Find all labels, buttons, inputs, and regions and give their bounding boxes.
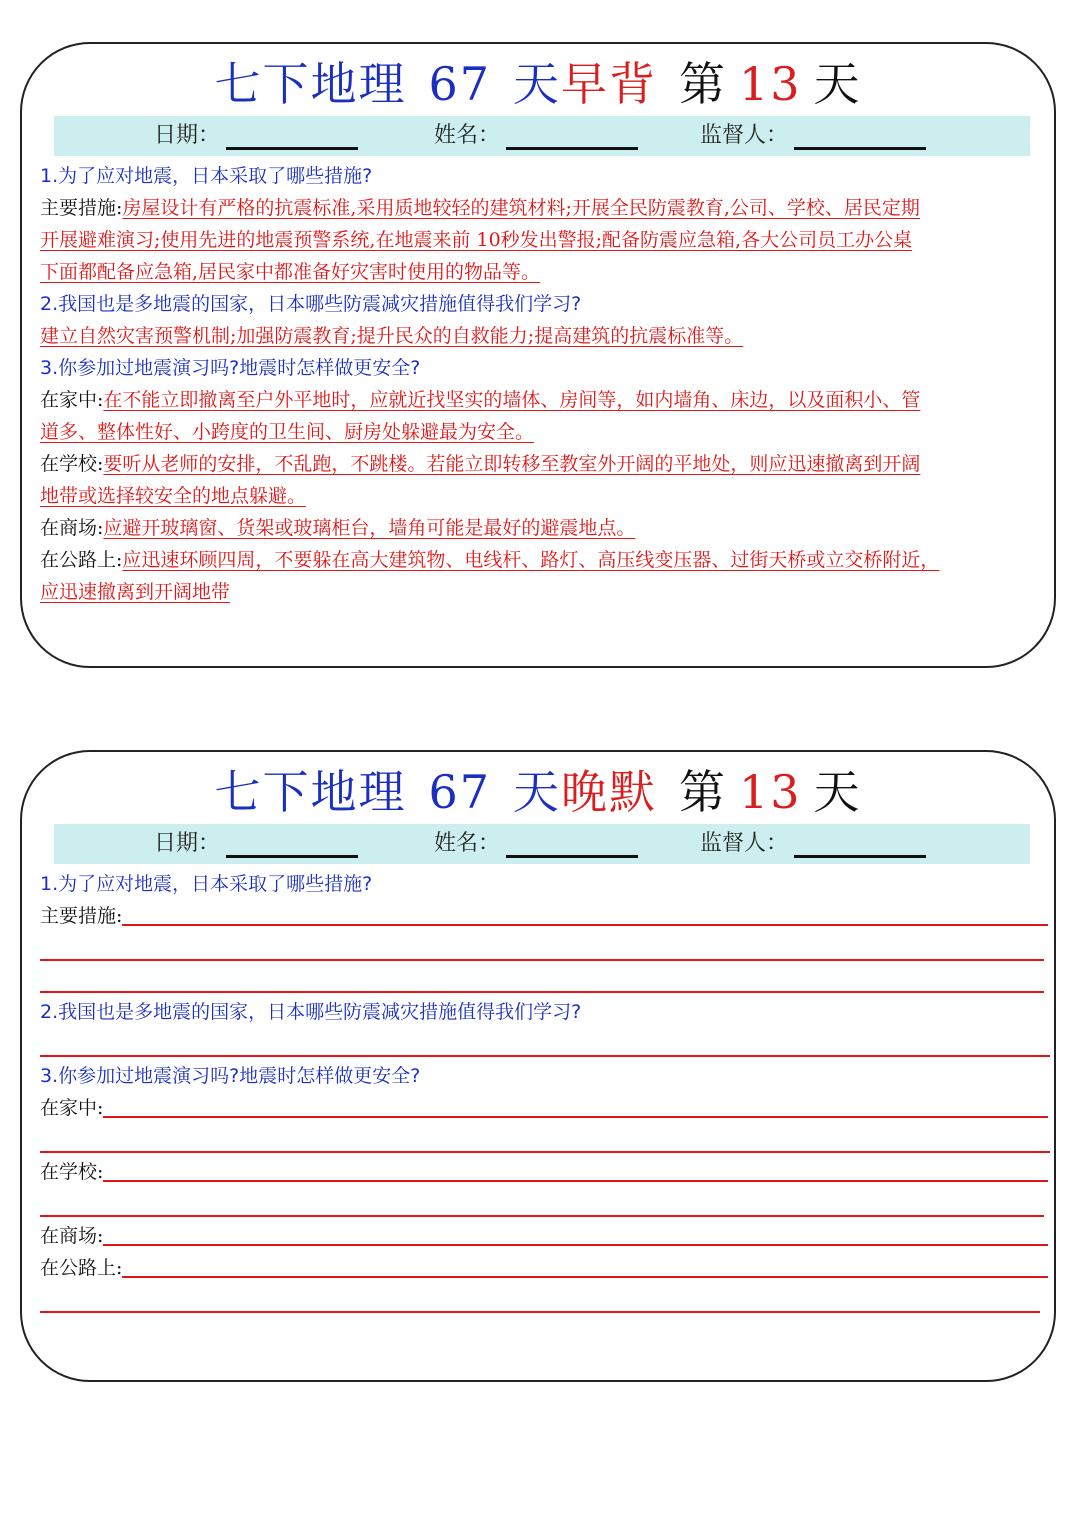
mall-label: 在商场: (40, 1225, 104, 1247)
answer-line[interactable] (122, 924, 1048, 926)
evening-card (20, 750, 1056, 1382)
q1-label: 主要措施: (40, 905, 123, 927)
title-days: 67 (428, 765, 491, 819)
name-field[interactable] (434, 824, 638, 864)
q1-answer-line: 下面都配备应急箱,居民家中都准备好灾害时使用的物品等。 (40, 261, 541, 283)
q2-answer: 建立自然灾害预警机制;加强防震教育;提升民众的自救能力;提高建筑的抗震标准等。 (40, 325, 744, 347)
school-answer-line: 要听从老师的安排，不乱跑，不跳楼。若能立即转移至教室外开阔的平地处，则应迅速撤离到开阔 (103, 453, 921, 475)
question-2: 2.我国也是多地震的国家，日本哪些防震减灾措施值得我们学习? (40, 293, 582, 315)
question-1: 1.为了应对地震，日本采取了哪些措施? (40, 873, 373, 895)
mall-label: 在商场: (40, 517, 104, 539)
q1-label: 主要措施: (40, 197, 123, 219)
school-label: 在学校: (40, 1161, 104, 1183)
supervisor-blank[interactable] (794, 121, 926, 150)
title-subject: 七下地理 (214, 57, 407, 111)
name-field[interactable] (434, 116, 638, 156)
school-answer-line: 地带或选择较安全的地点躲避。 (40, 485, 307, 507)
title-day-number: 13 (739, 765, 802, 819)
answer-line[interactable] (40, 1151, 1050, 1153)
name-label: 姓名： (434, 831, 501, 856)
morning-card (20, 42, 1056, 668)
answer-line[interactable] (103, 1180, 1048, 1182)
title-di: 第 (679, 765, 727, 819)
card-title (22, 760, 1054, 824)
mall-answer: 应避开玻璃窗、货架或玻璃柜台，墙角可能是最好的避震地点。 (103, 517, 636, 539)
answer-line[interactable] (122, 1276, 1048, 1278)
supervisor-label: 监督人： (700, 123, 789, 148)
date-blank[interactable] (226, 121, 358, 150)
title-di: 第 (679, 57, 727, 111)
title-tian: 天 (813, 57, 862, 111)
date-label: 日期： (154, 123, 221, 148)
morning-content (40, 160, 1050, 608)
name-label: 姓名： (434, 123, 501, 148)
date-blank[interactable] (226, 829, 358, 858)
question-2: 2.我国也是多地震的国家，日本哪些防震减灾措施值得我们学习? (40, 1001, 582, 1023)
info-bar (54, 824, 1030, 864)
title-day-unit: 天 (513, 57, 561, 111)
date-label: 日期： (154, 831, 221, 856)
answer-line[interactable] (103, 1244, 1048, 1246)
question-1: 1.为了应对地震，日本采取了哪些措施? (40, 165, 373, 187)
road-label: 在公路上: (40, 549, 123, 571)
school-label: 在学校: (40, 453, 104, 475)
answer-line[interactable] (40, 1215, 1044, 1217)
supervisor-blank[interactable] (794, 829, 926, 858)
title-days: 67 (428, 57, 491, 111)
home-label: 在家中: (40, 1097, 104, 1119)
road-answer-line: 应迅速撤离到开阔地带 (40, 581, 231, 603)
road-answer-line: 应迅速环顾四周，不要躲在高大建筑物、电线杆、路灯、高压线变压器、过街天桥或立交桥附近， (122, 549, 940, 571)
question-3: 3.你参加过地震演习吗?地震时怎样做更安全? (40, 1065, 421, 1087)
name-blank[interactable] (506, 829, 638, 858)
title-mode: 早背 (561, 57, 657, 111)
question-3: 3.你参加过地震演习吗?地震时怎样做更安全? (40, 357, 421, 379)
evening-content (40, 868, 1050, 1316)
name-blank[interactable] (506, 121, 638, 150)
answer-line[interactable] (40, 1055, 1050, 1057)
title-mode: 晚默 (561, 765, 657, 819)
home-label: 在家中: (40, 389, 104, 411)
home-answer-line: 道多、整体性好、小跨度的卫生间、厨房处躲避最为安全。 (40, 421, 535, 443)
answer-line[interactable] (40, 1311, 1040, 1313)
title-tian: 天 (813, 765, 862, 819)
title-day-number: 13 (739, 57, 802, 111)
home-answer-line: 在不能立即撤离至户外平地时，应就近找坚实的墙体、房间等，如内墙角、床边，以及面积小、管 (103, 389, 921, 411)
answer-line[interactable] (40, 959, 1044, 961)
q1-answer-line: 开展避难演习;使用先进的地震预警系统,在地震来前 10秒发出警报;配备防震应急箱,各大公司员工办公桌 (40, 229, 913, 251)
q1-answer-line: 房屋设计有严格的抗震标准,采用质地较轻的建筑材料;开展全民防震教育,公司、学校、居民定期 (122, 197, 920, 219)
supervisor-label: 监督人： (700, 831, 789, 856)
answer-line[interactable] (40, 991, 1044, 993)
card-title (22, 52, 1054, 116)
title-day-unit: 天 (513, 765, 561, 819)
supervisor-field[interactable] (700, 824, 926, 864)
road-label: 在公路上: (40, 1257, 123, 1279)
date-field[interactable] (154, 116, 358, 156)
info-bar (54, 116, 1030, 156)
date-field[interactable] (154, 824, 358, 864)
answer-line[interactable] (103, 1116, 1048, 1118)
title-subject: 七下地理 (214, 765, 407, 819)
supervisor-field[interactable] (700, 116, 926, 156)
